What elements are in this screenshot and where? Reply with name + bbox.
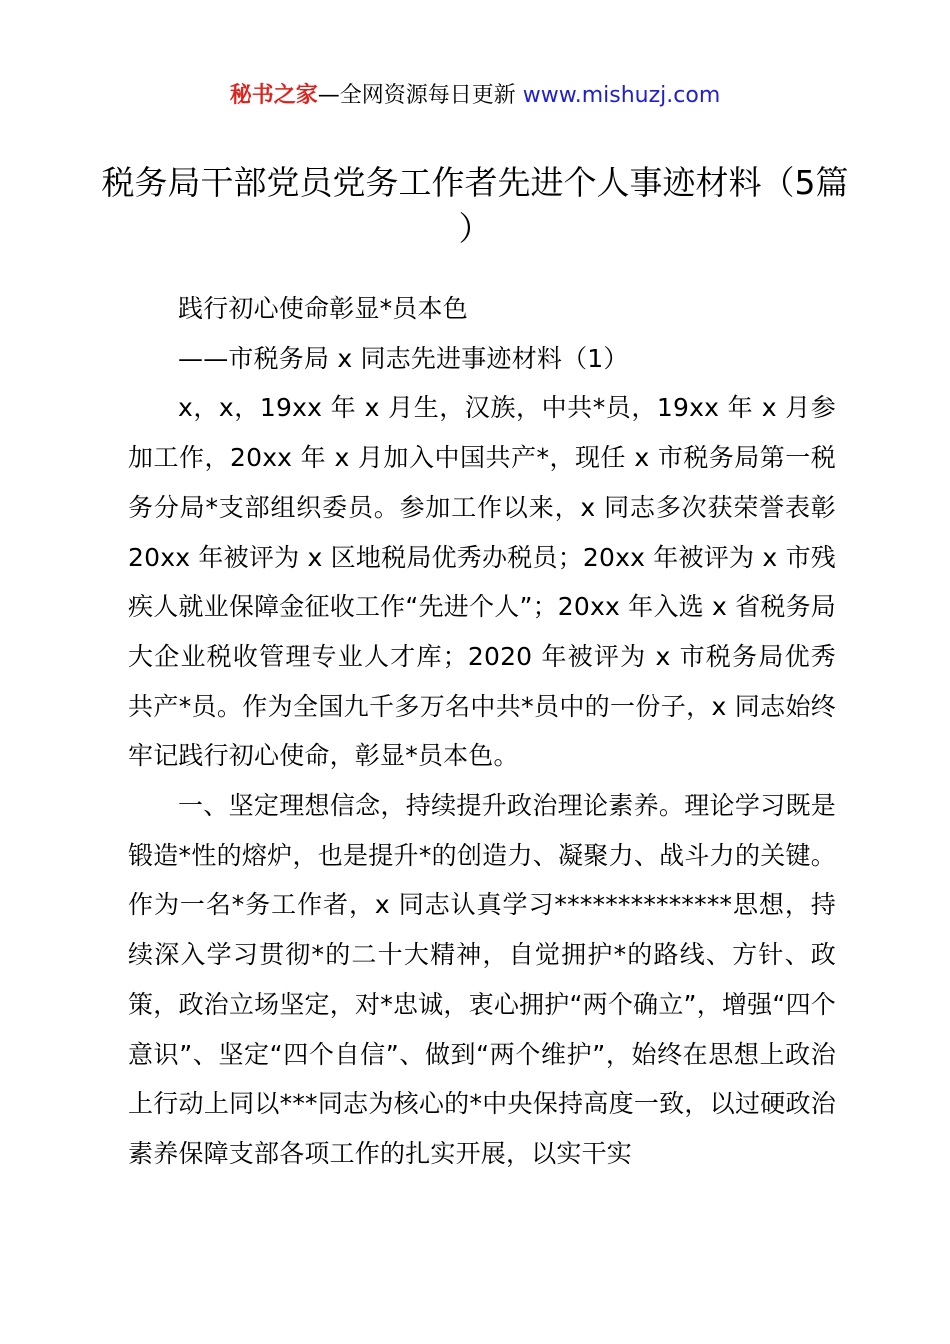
site-header [0, 80, 950, 112]
document-body [128, 284, 836, 1179]
site-url[interactable]: www.mishuzj.com [522, 83, 721, 108]
document-subtitle: 践行初心使命彰显*员本色 [178, 294, 468, 323]
header-slogan: —全网资源每日更新 [317, 83, 516, 108]
paragraph-intro: x，x，19xx 年 x 月生，汉族，中共*员，19xx 年 x 月参加工作，20xx 年 x 月加入中国共产*，现任 x 市税务局第一税务分局*支部组织委员。参加工作以来，x 同志多次获荣誉表彰 20xx 年被评为 x 区地税局优秀办税员；20xx 年被评为 x 市残疾人就业保障金征收工作“先进个人”；20xx 年入选 x 省税务局大企业税收管理专业人才库；2020 年被评为 x 市税务局优秀共产*员。作为全国九千多万名中共*员中的一份子，x 同志始终牢记践行初心使命，彰显*员本色。 [128, 393, 836, 771]
brand-name: 秘书之家 [229, 83, 318, 108]
document-byline: ——市税务局 x 同志先进事迹材料（1） [178, 343, 629, 373]
document-title: 税务局干部党员党务工作者先进个人事迹材料（5篇 ） [101, 163, 849, 248]
paragraph-section-1: 一、坚定理想信念，持续提升政治理论素养。理论学习既是锻造*性的熔炉，也是提升*的创造力、凝聚力、战斗力的关键。作为一名*务工作者，x 同志认真学习**************思想，持续深入学习贯彻*的二十大精神，自觉拥护*的路线、方针、政策，政治立场坚定，对*忠诚，衷心拥护“两个确立”，增强“四个意识”、坚定“四个自信”、做到“两个维护”，始终在思想上政治上行动上同以***同志为核心的*中央保持高度一致，以过硬政治素养保障支部各项工作的扎实开展，以实干实 [128, 791, 836, 1168]
